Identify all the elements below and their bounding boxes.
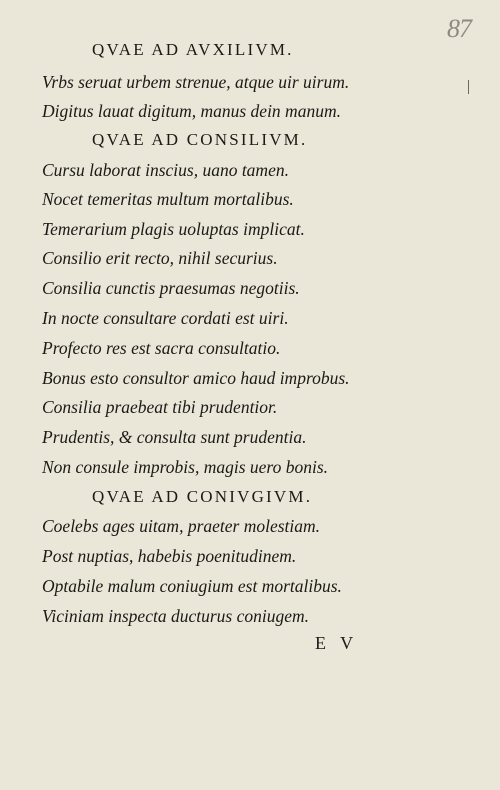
verse-line: Prudentis, & consulta sunt prudentia. bbox=[42, 427, 307, 447]
verse-line: Consilia cunctis praesumas negotiis. bbox=[42, 278, 300, 298]
verse-line: Post nuptias, habebis poenitudinem. bbox=[42, 546, 297, 566]
section-heading-consilium: QVAE AD CONSILIVM. bbox=[92, 130, 308, 149]
verse-line: Consilia praebeat tibi prudentior. bbox=[42, 397, 278, 417]
verse-line: Optabile malum coniugium est mortalibus. bbox=[42, 576, 342, 596]
verse-line: Digitus lauat digitum, manus dein manum. bbox=[42, 101, 341, 121]
section-heading-coniugium: QVAE AD CONIVGIVM. bbox=[92, 487, 313, 506]
verse-line: Coelebs ages uitam, praeter molestiam. bbox=[42, 516, 321, 536]
verse-line: Viciniam inspecta ducturus coniugem. bbox=[42, 606, 309, 626]
verse-line: Profecto res est sacra consultatio. bbox=[42, 338, 281, 358]
margin-mark bbox=[468, 80, 469, 94]
section-heading-auxilium: QVAE AD AVXILIVM. bbox=[92, 40, 294, 59]
verse-line: Consilio erit recto, nihil securius. bbox=[42, 248, 278, 268]
verse-line: Non consule improbis, magis uero bonis. bbox=[42, 457, 328, 477]
verse-line: Vrbs seruat urbem strenue, atque uir uirum. bbox=[42, 72, 350, 92]
verse-line: Cursu laborat inscius, uano tamen. bbox=[42, 160, 289, 180]
folio-number: 87 bbox=[447, 14, 471, 43]
verse-line: Temerarium plagis uoluptas implicat. bbox=[42, 219, 305, 239]
verse-line: Nocet temeritas multum mortalibus. bbox=[42, 189, 294, 209]
catchword: E V bbox=[315, 633, 359, 653]
verse-line: Bonus esto consultor amico haud improbus. bbox=[42, 368, 350, 388]
verse-line: In nocte consultare cordati est uiri. bbox=[42, 308, 289, 328]
